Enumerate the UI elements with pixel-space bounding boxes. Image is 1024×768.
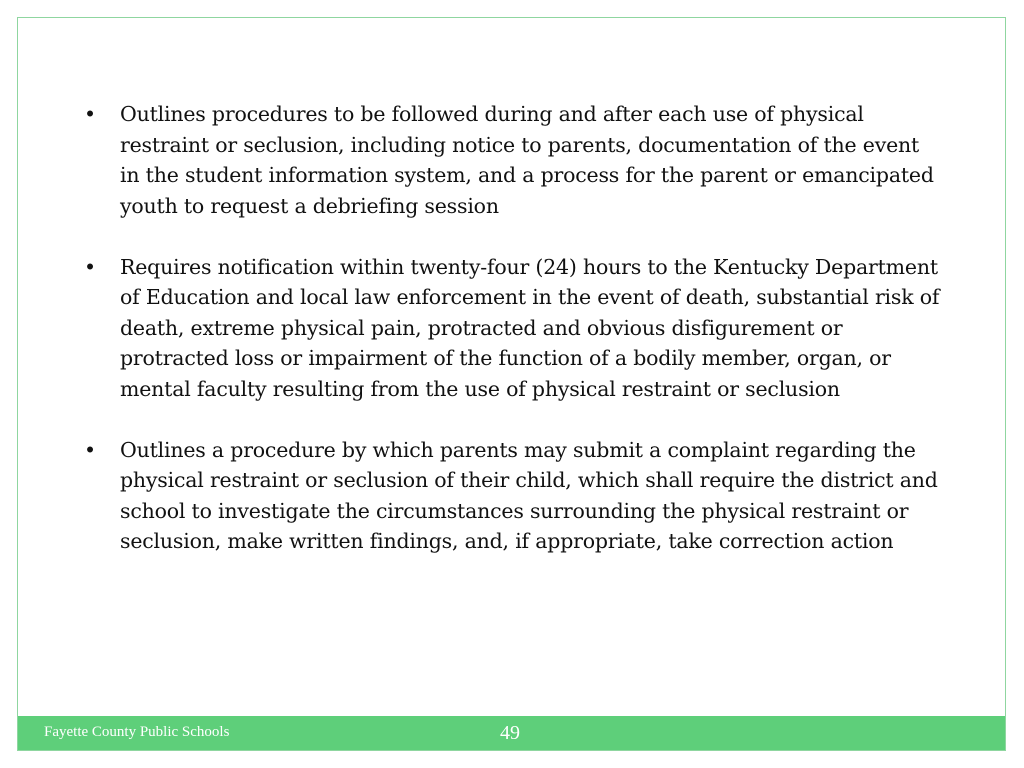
bullet-item <box>84 435 944 557</box>
bullet-marker: • <box>84 102 96 126</box>
bullet-item <box>84 252 944 405</box>
footer-bar <box>18 716 1005 750</box>
bullet-list <box>84 99 944 587</box>
bullet-text: Outlines procedures to be followed during and after each use of physical restraint or seclusion, including notice to parents, documentation of the event in the student information system, and a process for the parent or emancipated youth to request a debriefing session <box>120 102 934 218</box>
page-number: 49 <box>500 722 520 744</box>
bullet-text: Outlines a procedure by which parents may submit a complaint regarding the physical restraint or seclusion of their child, which shall require the district and school to investigate the circumstances surrounding the physical restraint or seclusion, make written findings, and, if appropriate, take correction action <box>120 437 938 553</box>
bullet-text: Requires notification within twenty-four (24) hours to the Kentucky Department of Education and local law enforcement in the event of death, substantial risk of death, extreme physical pain, protracted and obvious disfigurement or protracted loss or impairment of the function of a bodily member, organ, or mental faculty resulting from the use of physical restraint or seclusion <box>120 254 940 401</box>
bullet-item <box>84 99 944 221</box>
bullet-marker: • <box>84 254 96 279</box>
bullet-marker: • <box>84 437 96 462</box>
footer-organization: Fayette County Public Schools <box>44 724 230 740</box>
